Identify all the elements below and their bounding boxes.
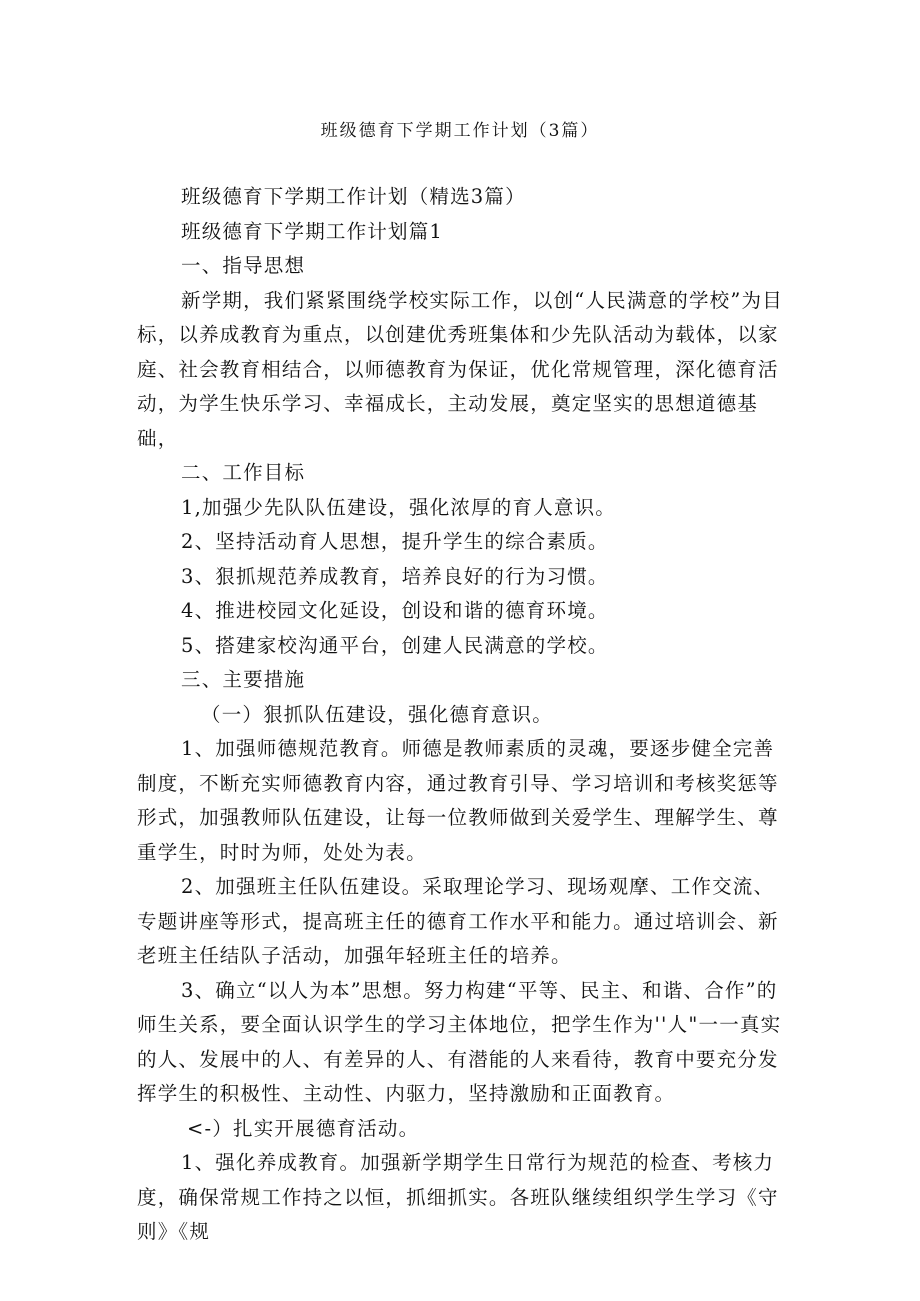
document-title: 班级德育下学期工作计划（3篇） [320,121,600,141]
subsection-heading: （一）狠抓队伍建设，强化德育意识。 [201,702,553,726]
list-item: 2、坚持活动育人思想，提升学生的综合素质。 [181,530,609,553]
body-paragraph: 3、确立“以人为本”思想。努力构建“平等、民主、和谐、合作”的师生关系，要全面认识学生的学习主体地位，把学生作为''人"一一真实的人、发展中的人、有差异的人、有潜能的人来看待，教育中要充分发挥学生的积极性、主动性、内驱力，坚持激励和正面教育。 [137,978,782,1105]
body-paragraph: 2、加强班主任队伍建设。采取理论学习、现场观摩、工作交流、专题讲座等形式，提高班主任的德育工作水平和能力。通过培训会、新老班主任结队子活动，加强年轻班主任的培养。 [137,875,779,967]
section-heading: 二、工作目标 [181,461,306,484]
list-item: 4、推进校园文化延设，创设和谐的德育环境。 [181,599,609,622]
section-heading: 三、主要措施 [181,668,306,691]
subtitle-paragraph: 班级德育下学期工作计划（精选3篇） [181,185,526,208]
list-item: 3、狠抓规范养成教育，培养良好的行为习惯。 [181,564,609,588]
section-heading: 一、指导思想 [181,254,306,277]
subsection-heading: <-）扎实开展德育活动。 [187,1116,420,1140]
list-item: 5、搭建家校沟通平台，创建人民满意的学校。 [181,633,609,657]
body-paragraph: 新学期，我们紧紧围绕学校实际工作，以创“人民满意的学校”为目标，以养成教育为重点，以创建优秀班集体和少先队活动为载体，以家庭、社会教育相结合，以师德教育为保证，优化常规管理，深化德育活动，为学生快乐学习、幸福成长，主动发展，奠定坚实的思想道德基础， [137,288,783,450]
body-paragraph: 1、强化养成教育。加强新学期学生日常行为规范的检查、考核力度，确保常规工作持之以恒，抓细抓实。各班队继续组织学生学习《守则》《规 [137,1151,779,1243]
list-item: 1,加强少先队队伍建设，强化浓厚的育人意识。 [181,495,617,519]
document-body [137,180,787,1250]
section-heading: 班级德育下学期工作计划篇1 [181,219,444,243]
body-paragraph: 1、加强师德规范教育。师德是教师素质的灵魂，要逐步健全完善制度，不断充实师德教育内容，通过教育引导、学习培训和考核奖惩等形式，加强教师队伍建设，让每一位教师做到关爱学生、理解学生、尊重学生，时时为师，处处为表。 [137,737,779,864]
